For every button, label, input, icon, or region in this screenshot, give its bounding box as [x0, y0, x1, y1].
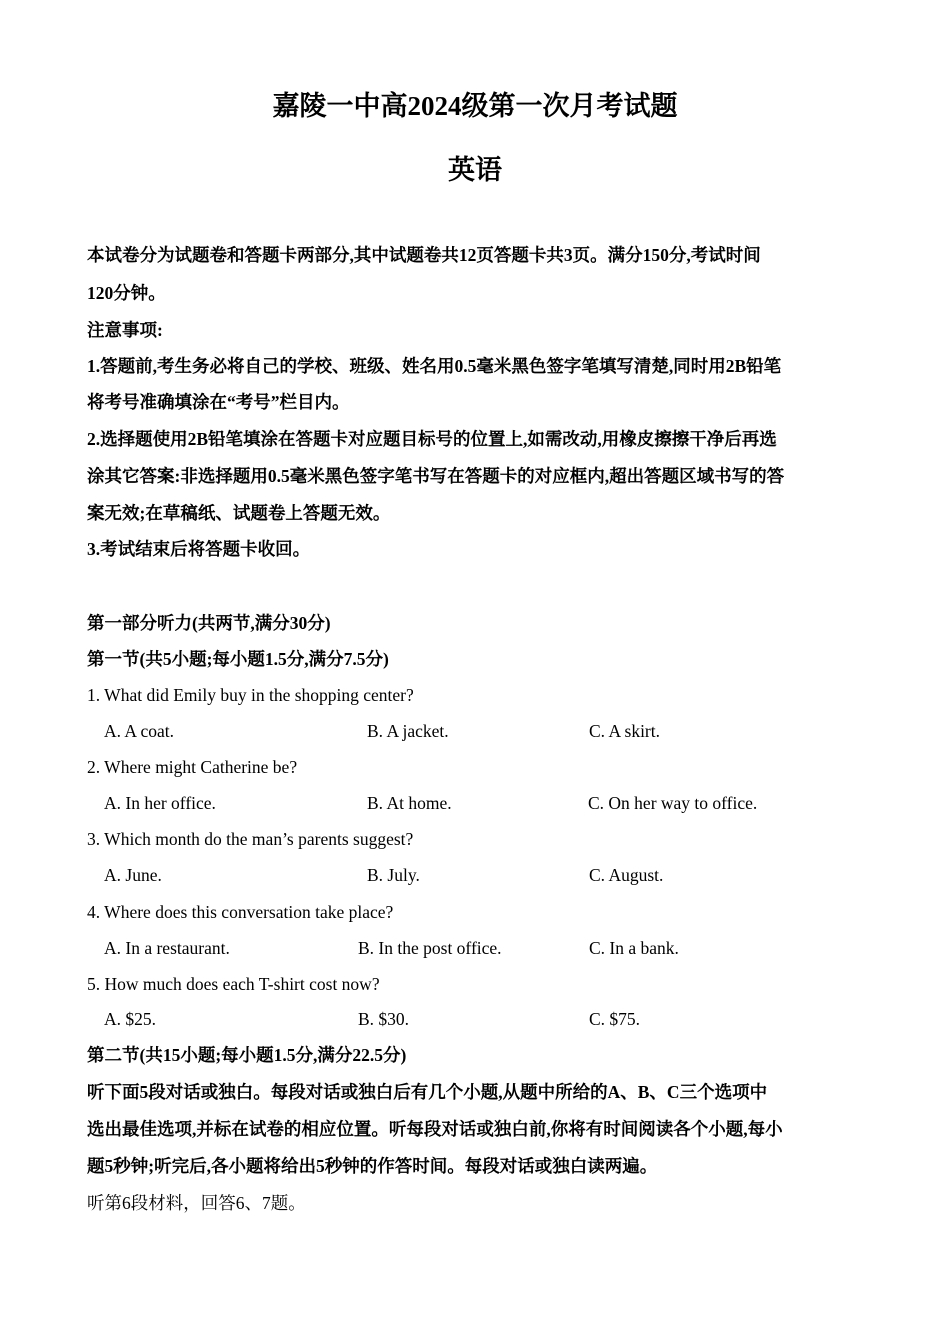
- section2-line: 听下面5段对话或独白。每段对话或独白后有几个小题,从题中所给的A、B、C三个选项中: [87, 1082, 768, 1102]
- exam-title: 嘉陵一中高2024级第一次月考试题: [272, 91, 678, 121]
- question-2: 2. Where might Catherine be?: [87, 757, 298, 777]
- notes-line: 1.答题前,考生务必将自己的学校、班级、姓名用0.5毫米黑色签字笔填写清楚,同时用2B铅笔: [87, 356, 782, 376]
- section2-heading: 第二节(共15小题;每小题1.5分,满分22.5分): [87, 1045, 407, 1065]
- question-1-option-a: A. A coat.: [104, 721, 174, 741]
- section2-line: 题5秒钟;听完后,各小题将给出5秒钟的作答时间。每段对话或独白读两遍。: [87, 1156, 658, 1176]
- question-5-option-a: A. $25.: [104, 1009, 157, 1029]
- question-1-option-c: C. A skirt.: [589, 721, 660, 741]
- notes-line: 涂其它答案:非选择题用0.5毫米黑色签字笔书写在答题卡的对应框内,超出答题区域书写的答: [87, 466, 785, 486]
- material-line: 听第6段材料，回答6、7题。: [87, 1193, 306, 1213]
- notes-line: 将考号准确填涂在“考号”栏目内。: [87, 392, 350, 412]
- question-5-option-b: B. $30.: [358, 1009, 410, 1029]
- notes-line: 2.选择题使用2B铅笔填涂在答题卡对应题目标号的位置上,如需改动,用橡皮擦擦干净后再选: [87, 429, 777, 449]
- question-3: 3. Which month do the man’s parents suggest?: [87, 829, 414, 849]
- question-4: 4. Where does this conversation take place?: [87, 902, 394, 922]
- part1-heading: 第一部分听力(共两节,满分30分): [87, 613, 331, 633]
- question-1-option-b: B. A jacket.: [367, 721, 449, 741]
- question-4-option-a: A. In a restaurant.: [104, 938, 230, 958]
- question-1: 1. What did Emily buy in the shopping center?: [87, 685, 414, 705]
- section2-line: 选出最佳选项,并标在试卷的相应位置。听每段对话或独白前,你将有时间阅读各个小题,每小: [87, 1119, 783, 1139]
- notes-line: 3.考试结束后将答题卡收回。: [87, 539, 311, 559]
- subject-title: 英语: [448, 155, 502, 185]
- question-4-option-c: C. In a bank.: [589, 938, 679, 958]
- question-5-option-c: C. $75.: [589, 1009, 641, 1029]
- notes-line: 案无效;在草稿纸、试题卷上答题无效。: [87, 503, 391, 523]
- section1-heading: 第一节(共5小题;每小题1.5分,满分7.5分): [87, 649, 389, 669]
- question-2-option-b: B. At home.: [367, 793, 452, 813]
- intro-line: 120分钟。: [87, 283, 166, 303]
- question-3-option-c: C. August.: [589, 865, 664, 885]
- question-2-option-a: A. In her office.: [104, 793, 216, 813]
- question-5: 5. How much does each T-shirt cost now?: [87, 974, 380, 994]
- intro-line: 本试卷分为试题卷和答题卡两部分,其中试题卷共12页答题卡共3页。满分150分,考试时间: [87, 245, 761, 265]
- notes-heading: 注意事项:: [87, 320, 163, 340]
- question-4-option-b: B. In the post office.: [358, 938, 502, 958]
- question-3-option-b: B. July.: [367, 865, 420, 885]
- question-2-option-c: C. On her way to office.: [588, 793, 758, 813]
- question-3-option-a: A. June.: [104, 865, 162, 885]
